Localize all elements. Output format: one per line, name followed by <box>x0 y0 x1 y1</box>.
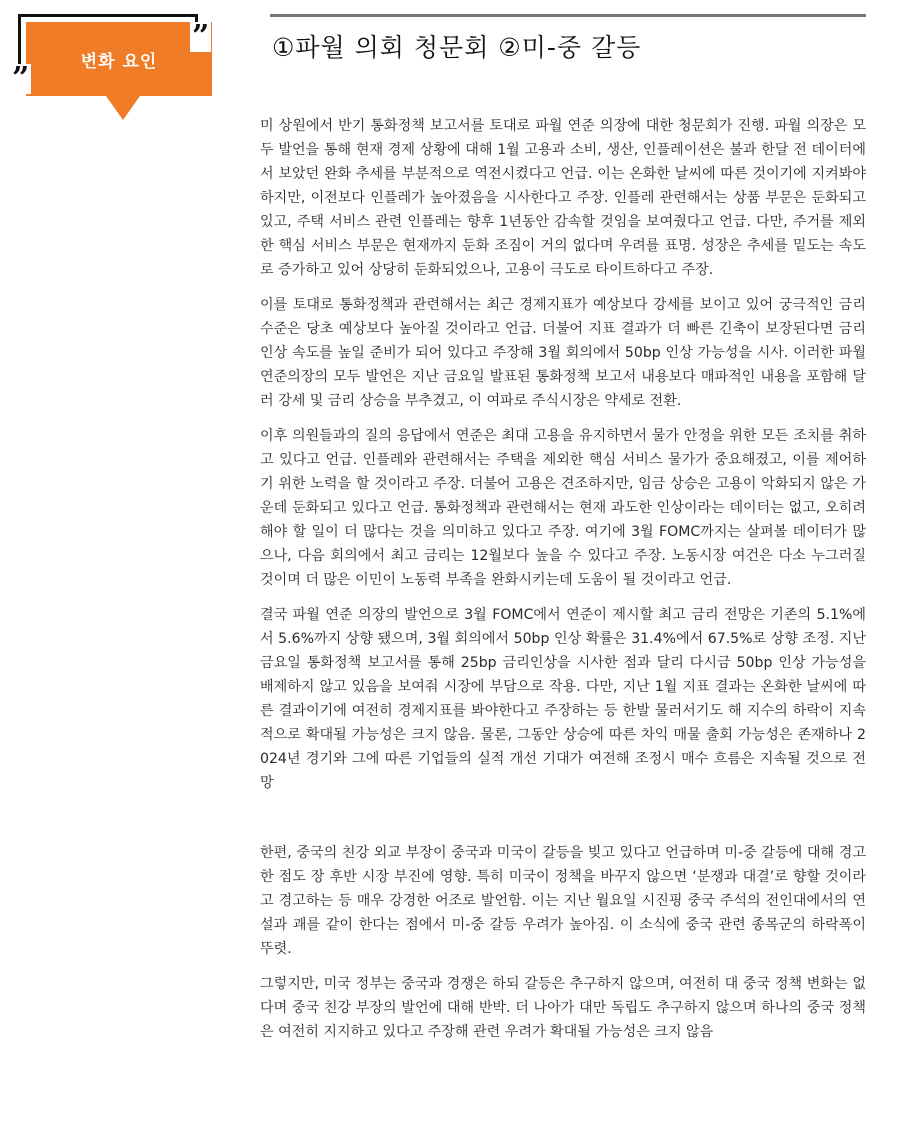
paragraph-us-china-tension: 한편, 중국의 친강 외교 부장이 중국과 미국이 갈등을 빚고 있다고 언급하며 미-중 갈등에 대해 경고한 점도 장 후반 시장 부진에 영향. 특히 미국이 정책을 바꾸지 않으면 ‘분쟁과 대결’로 향할 것이라고 경고하는 등 매우 강경한 어조로 발언함. 이는 지난 월요일 시진핑 중국 주석의 전인대에서의 연설과 괘를 같이 한다는 점에서 미-중 갈등 우려가 높아짐. 이 소식에 중국 관련 종목군의 하락폭이 뚜렷. <box>260 845 866 957</box>
heading-rule <box>270 14 866 17</box>
badge-box <box>26 19 212 96</box>
paragraph-us-response: 그렇지만, 미국 정부는 중국과 경쟁은 하되 갈등은 추구하지 않으며, 여전히 대 중국 정책 변화는 없다며 중국 친강 부장의 발언에 대해 반박. 더 나아가 대만 독립도 추구하지 않으며 하나의 중국 정책은 여전히 지지하고 있다고 주장해 관련 우려가 확대될 가능성은 크지 않음 <box>260 976 866 1040</box>
badge-pointer <box>106 96 140 120</box>
closing-quote-icon: ” <box>192 19 210 54</box>
section-heading: ①파월 의회 청문회 ②미-중 갈등 <box>272 33 642 62</box>
paragraph-policy-outlook: 이를 토대로 통화정책과 관련해서는 최근 경제지표가 예상보다 강세를 보이고 있어 궁극적인 금리 수준은 당초 예상보다 높아질 것이라고 언급. 더불어 지표 결과가 더 빠른 긴축이 보장된다면 금리 인상 속도를 높일 준비가 되어 있다고 주장해 3월 회의에서 50bp 인상 가능성을 시사. 이러한 파월 연준의장의 모두 발언은 지난 금요일 발표된 통화정책 보고서 내용보다 매파적인 내용을 포함해 달러 강세 및 금리 상승을 부추겼고, 이 여파로 주식시장은 약세로 전환. <box>260 297 866 409</box>
section-badge <box>18 14 204 122</box>
paragraph-hearing-opening: 미 상원에서 반기 통화정책 보고서를 토대로 파월 연준 의장에 대한 청문회가 진행. 파월 의장은 모두 발언을 통해 현재 경제 상황에 대해 1월 고용과 소비, 생산, 인플레이션은 불과 한달 전 데이터에서 보았던 완화 추세를 부분적으로 역전시켰다고 언급. 이는 온화한 날씨에 따른 것이기에 지켜봐야 하지만, 이전보다 인플레가 높아졌음을 시사한다고 주장. 인플레 관련해서는 상품 부문은 둔화되고 있고, 주택 서비스 관련 인플레는 향후 1년동안 감속할 것임을 보여줬다고 언급. 다만, 주거를 제외한 핵심 서비스 부문은 현재까지 둔화 조짐이 거의 없다며 우려를 표명. 성장은 추세를 밑도는 속도로 증가하고 있어 상당히 둔화되었으나, 고용이 극도로 타이트하다고 주장. <box>260 118 866 278</box>
paragraph-qa-session: 이후 의원들과의 질의 응답에서 연준은 최대 고용을 유지하면서 물가 안정을 위한 모든 조치를 취하고 있다고 언급. 인플레와 관련해서는 주택을 제외한 핵심 서비스 물가가 중요해졌고, 이를 제어하기 위한 노력을 할 것이라고 주장. 더불어 고용은 견조하지만, 임금 상승은 고용이 악화되지 않은 가운데 둔화되고 있다고 언급. 통화정책과 관련해서는 현재 과도한 인상이라는 데이터는 없고, 오히려 해야 할 일이 더 많다는 것을 의미하고 있다고 주장. 여기에 3월 FOMC까지는 살펴볼 데이터가 많으나, 다음 회의에서 최고 금리는 12월보다 높을 수 있다고 주장. 노동시장 여건은 다소 누그러질 것이며 더 많은 이민이 노동력 부족을 완화시키는데 도움이 될 것이라고 언급. <box>260 428 866 588</box>
badge-label: 변화 요인 <box>80 51 158 72</box>
paragraph-market-conclusion: 결국 파월 연준 의장의 발언으로 3월 FOMC에서 연준이 제시할 최고 금리 전망은 기존의 5.1%에서 5.6%까지 상향 됐으며, 3월 회의에서 50bp 인상 확률은 31.4%에서 67.5%로 상향 조정. 지난 금요일 통화정책 보고서를 통해 25bp 금리인상을 시사한 점과 달리 다시금 50bp 인상 가능성을 배제하지 않고 있음을 보여줘 시장에 부담으로 작용. 다만, 지난 1월 지표 결과는 온화한 날씨에 따른 결과이기에 여전히 경제지표를 봐야한다고 주장하는 등 한발 물러서기도 해 지수의 하락이 지속적으로 확대될 가능성은 크지 않음. 물론, 그동안 상승에 따른 차익 매물 출회 가능성은 존재하나 2024년 경기와 그에 따른 기업들의 실적 개선 기대가 여전해 조정시 매수 흐름은 지속될 것으로 전망 <box>260 607 866 791</box>
opening-quote-icon: ” <box>12 61 30 96</box>
article-body <box>260 114 866 1055</box>
